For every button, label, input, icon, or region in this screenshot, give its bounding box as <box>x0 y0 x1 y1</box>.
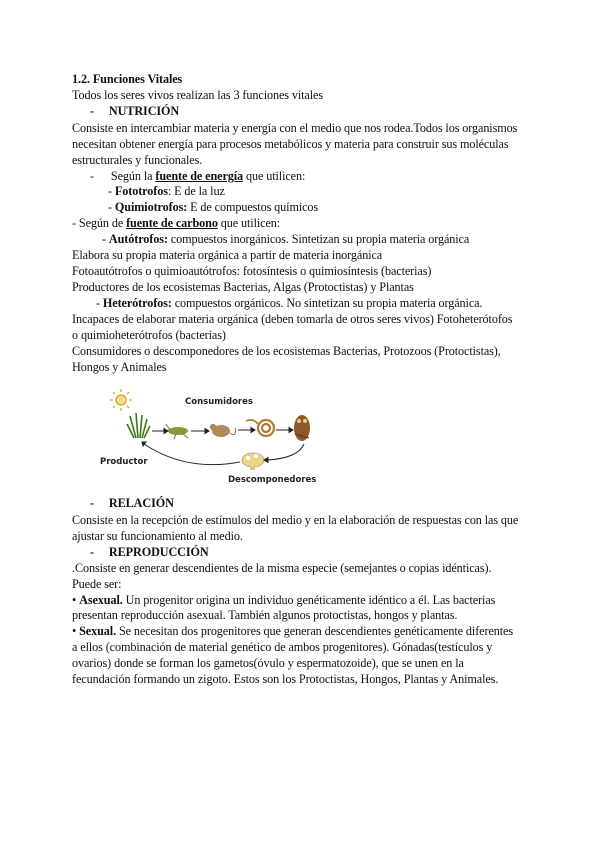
relacion-heading <box>90 496 174 511</box>
autotrofos-detail-2: Fotoautótrofos o quimioautótrofos: fotosíntesis o quimiosíntesis (bacterias) <box>72 264 432 278</box>
heterotrofos-detail-4: Hongos y Animales <box>72 360 167 374</box>
consumidores-label: Consumidores <box>185 397 253 407</box>
bullet: • <box>72 593 80 607</box>
descomponedores-label: Descomponedores <box>228 475 317 485</box>
autotrofos-line: - Autótrofos: compuestos inorgánicos. Sintetizan su propia materia orgánica <box>102 232 470 246</box>
energia-pre: Según la <box>110 169 156 183</box>
snake-icon <box>246 420 274 436</box>
energia-line <box>90 169 305 184</box>
relacion-desc-1: Consiste en la recepción de estímulos del medio y en la elaboración de respuestas con las que <box>72 513 519 527</box>
carbono-post: que utilicen: <box>217 216 281 230</box>
autotrofos-detail-3: Productores de los ecosistemas Bacterias, Algas (Protoctistas) y Plantas <box>72 280 414 294</box>
energia-post: que utilicen: <box>243 169 306 183</box>
carbono-pre: - Según de <box>72 216 127 230</box>
heterotrofos-def: compuestos orgánicos. No sintetizan su propia materia orgánica. <box>171 296 483 310</box>
reproduccion-desc-1: .Consiste en generar descendientes de la misma especie (semejantes o copias idénticas). <box>72 561 492 575</box>
list-dash: - <box>90 545 94 559</box>
list-dash: - <box>90 104 94 118</box>
relacion-desc-2: ajustar su funcionamiento al medio. <box>72 529 243 543</box>
nutricion-title: NUTRICIÓN <box>108 104 180 118</box>
carbono-line <box>72 216 280 231</box>
sexual-line-3: ovarios) donde se forman los gametos(óvulo y espermatozoide), que se unen en la <box>72 656 464 670</box>
fototrofos-term: Fototrofos <box>114 184 168 198</box>
autotrofos-detail-1: Elabora su propia materia orgánica a partir de materia inorgánica <box>72 248 383 262</box>
food-chain-diagram <box>96 386 336 488</box>
quimiotrofos-term: Quimiotrofos: <box>114 200 188 214</box>
bullet: • <box>72 624 80 638</box>
mushroom-icon <box>242 453 264 470</box>
heterotrofos-term: Heterótrofos: <box>102 296 172 310</box>
sexual-def: Se necesitan dos progenitores que generan descendientes genéticamente diferentes <box>116 624 513 638</box>
reproduccion-heading <box>90 545 209 560</box>
heterotrofos-detail-3: Consumidores o descomponedores de los ecosistemas Bacterias, Protozoos (Protoctistas), <box>72 344 501 358</box>
quimiotrofos-line: - Quimiotrofos: E de compuestos químicos <box>108 200 319 214</box>
intro-text: Todos los seres vivos realizan las 3 funciones vitales <box>72 88 323 102</box>
grasshopper-icon <box>166 424 188 439</box>
autotrofos-def: compuestos inorgánicos. Sintetizan su propia materia orgánica <box>167 232 470 246</box>
nutricion-heading <box>90 104 179 119</box>
sexual-line-2: a ellos (combinación de material genético de ambos progenitores). Gónadas(testículos y <box>72 640 493 654</box>
asexual-line-2: presentan reproducción asexual. También algunos protoctistas, hongos y plantas. <box>72 608 458 622</box>
mouse-icon <box>210 424 236 437</box>
sun-icon <box>110 389 132 411</box>
nutricion-desc-3: estructurales y funcionales. <box>72 153 203 167</box>
sexual-line-4: fecundación formando un zigoto. Estos son los Protoctistas, Hongos, Plantas y Animales. <box>72 672 499 686</box>
list-dash: - <box>90 496 94 510</box>
asexual-def: Un progenitor origina un individuo genéticamente idéntico a él. Las bacterias <box>122 593 496 607</box>
heterotrofos-detail-1: Incapaces de elaborar materia orgánica (deben tomarla de otros seres vivos) Fotoheterótofos <box>72 312 513 326</box>
heterotrofos-line: - Heterótrofos: compuestos orgánicos. No sintetizan su propia materia orgánica. <box>96 296 483 310</box>
reproduccion-desc-2: Puede ser: <box>72 577 122 591</box>
asexual-term: Asexual. <box>79 593 123 607</box>
list-dash: - <box>90 169 94 183</box>
relacion-title: RELACIÓN <box>108 496 174 510</box>
owl-icon <box>294 415 310 441</box>
quimiotrofos-def: E de compuestos químicos <box>187 200 319 214</box>
reproduccion-title: REPRODUCCIÓN <box>108 545 209 559</box>
nutricion-desc-1: Consiste en intercambiar materia y energía con el medio que nos rodea.Todos los organismos <box>72 121 518 135</box>
heterotrofos-detail-2: o quimioheterótrofos (bacterias) <box>72 328 226 342</box>
energia-key: fuente de energía <box>155 169 244 183</box>
fototrofos-line: - Fototrofos: E de la luz <box>108 184 225 198</box>
carbono-key: fuente de carbono <box>126 216 218 230</box>
sexual-line-1 <box>72 624 513 639</box>
sexual-term: Sexual. <box>79 624 117 638</box>
plant-icon <box>127 413 150 438</box>
nutricion-desc-2: necesitan obtener energía para procesos metabólicos y materia para construir sus moléculas <box>72 137 509 151</box>
fototrofos-def: : E de la luz <box>167 184 225 198</box>
productor-label: Productor <box>100 457 148 467</box>
autotrofos-term: Autótrofos: <box>108 232 168 246</box>
section-heading: 1.2. Funciones Vitales <box>72 72 183 86</box>
asexual-line-1 <box>72 593 495 608</box>
